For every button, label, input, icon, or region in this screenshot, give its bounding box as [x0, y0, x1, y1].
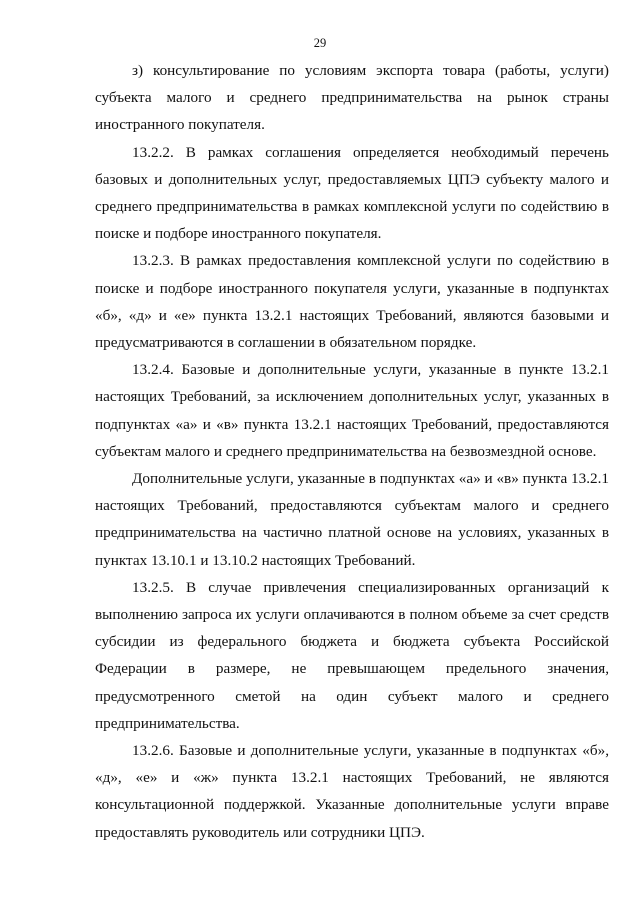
- paragraph-13-2-5: 13.2.5. В случае привлечения специализированных организаций к выполнению запроса их услуги оплачиваются в полном объеме за счет средств субсидии из федерального бюджета и бюджета субъекта Российской Федерации в размере, не превышающем предельного значения, предусмотренного сметой на один субъект малого и среднего предпринимательства.: [95, 578, 609, 732]
- document-body: [95, 57, 609, 846]
- paragraph-13-2-2: 13.2.2. В рамках соглашения определяется необходимый перечень базовых и дополнительных услуг, предоставляемых ЦПЭ субъекту малого и среднего предпринимательства в рамках комплексной услуги по содействию в поиске и подборе иностранного покупателя.: [95, 143, 609, 243]
- page-number: 29: [313, 36, 327, 50]
- paragraph-additional-services: Дополнительные услуги, указанные в подпунктах «а» и «в» пункта 13.2.1 настоящих Требований, предоставляются субъектам малого и среднего предпринимательства на частично платной основе на условиях, указанных в пунктах 13.10.1 и 13.10.2 настоящих Требований.: [95, 470, 609, 569]
- paragraph-13-2-3: 13.2.3. В рамках предоставления комплексной услуги по содействию в поиске и подборе иностранного покупателя услуги, указанные в подпунктах «б», «д» и «е» пункта 13.2.1 настоящих Требований, являются базовыми и предусматриваются в соглашении в обязательном порядке.: [95, 252, 609, 352]
- paragraph-z-consulting: з) консультирование по условиям экспорта товара (работы, услуги) субъекта малого и среднего предпринимательства на рынок страны иностранного покупателя.: [95, 62, 609, 134]
- paragraph-13-2-4: 13.2.4. Базовые и дополнительные услуги, указанные в пункте 13.2.1 настоящих Требований, за исключением дополнительных услуг, указанных в подпунктах «а» и «в» пункта 13.2.1 настоящих Требований, предоставляются субъектам малого и среднего предпринимательства на безвозмездной основе.: [95, 361, 609, 460]
- paragraph-13-2-6: 13.2.6. Базовые и дополнительные услуги, указанные в подпунктах «б», «д», «е» и «ж» пункта 13.2.1 настоящих Требований, не являются консультационной поддержкой. Указанные дополнительные услуги вправе предоставлять руководитель или сотрудники ЦПЭ.: [95, 742, 609, 841]
